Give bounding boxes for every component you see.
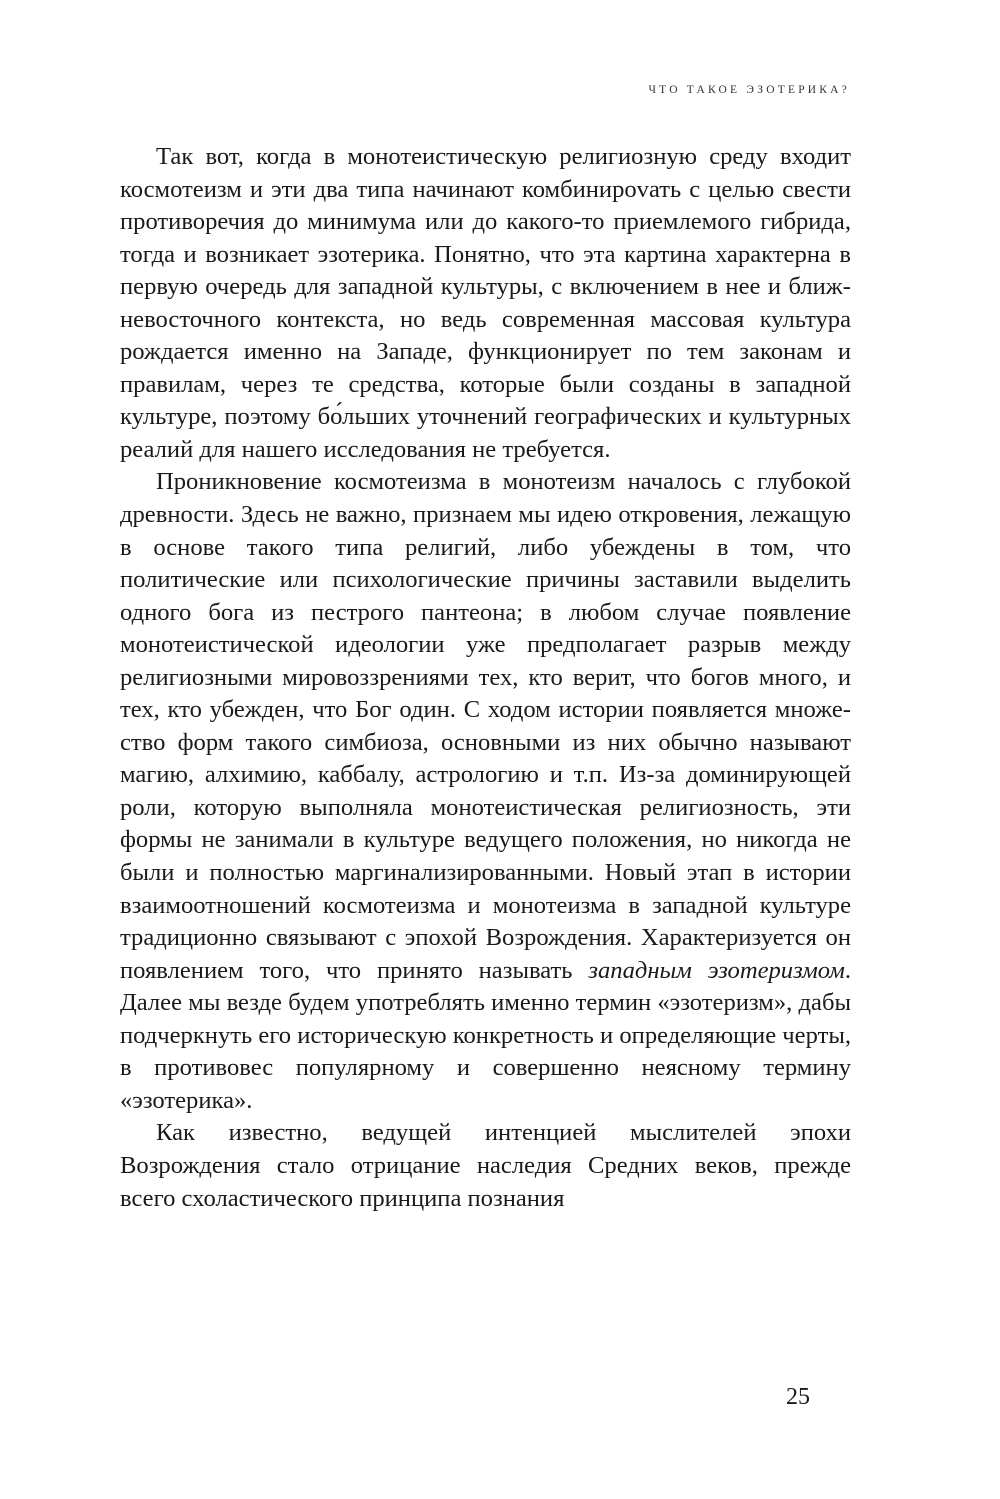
paragraph-3: Как известно, ведущей интенцией мыслителей эпохи Возрождения стало отрицание наследия Средних веков, прежде всего схоластического принципа познания — [120, 1119, 851, 1212]
paragraph-2-text: Проникновение космотеизма в монотеизм началось с глубокой древности. Здесь не важно, признаем мы идею откровения, лежащую в основе такого типа религий, либо убеждены в том, что политические или психологические причины заставили выделить одного бога из пестрого пантеона; в любом случае появление монотеистической идеологии уже предполагает разрыв между религиозными мировоззрениями тех, кто верит, что богов много, и тех, кто убежден, что Бог один. С ходом истории появляется множество форм такого симбиоза, основными из них обычно называют магию, алхимию, каббалу, астрологию и т.п. Из-за доминирующей роли, которую выполняла монотеистическая религиозность, эти формы не занимали в культуре ведущего положения, но никогда не были и полностью маргинализированными. Новый этап в истории взаимоотношений космотеизма и монотеизма в западной культуре традиционно связывают с эпохой Возрождения. Характеризуется он появлением того, что принято называть — [120, 468, 851, 984]
italic-term: западным эзотеризмом — [588, 956, 845, 984]
paragraph-2-continuation: . Далее мы везде будем употреблять именно термин «эзотеризм», дабы подчеркнуть его историческую конкретность и определяющие черты, в противовес популярному и совершенно неясному термину «эзотерика». — [120, 956, 851, 1114]
body-text — [120, 141, 851, 1215]
page-number: 25 — [786, 1384, 810, 1410]
running-head: ЧТО ТАКОЕ ЭЗОТЕРИКА? — [648, 84, 850, 96]
paragraph-2 — [120, 466, 851, 1117]
paragraph-1: Так вот, когда в монотеистическую религиозную среду входит космотеизм и эти два типа начинают комбинироvать с целью свести противоречия до минимума или до какого-то приемлемого гибрида, тогда и возникает эзотерика. Понятно, что эта картина характерна в первую очередь для западной культуры, с включением в нее и ближневосточного контекста, но ведь современная массовая культура рождается именно на Западе, функционирует по тем законам и правилам, через те средства, которые были созданы в западной культуре, поэтому бо́льших уточнений географических и культурных реалий для нашего исследования не требуется. — [120, 143, 851, 463]
